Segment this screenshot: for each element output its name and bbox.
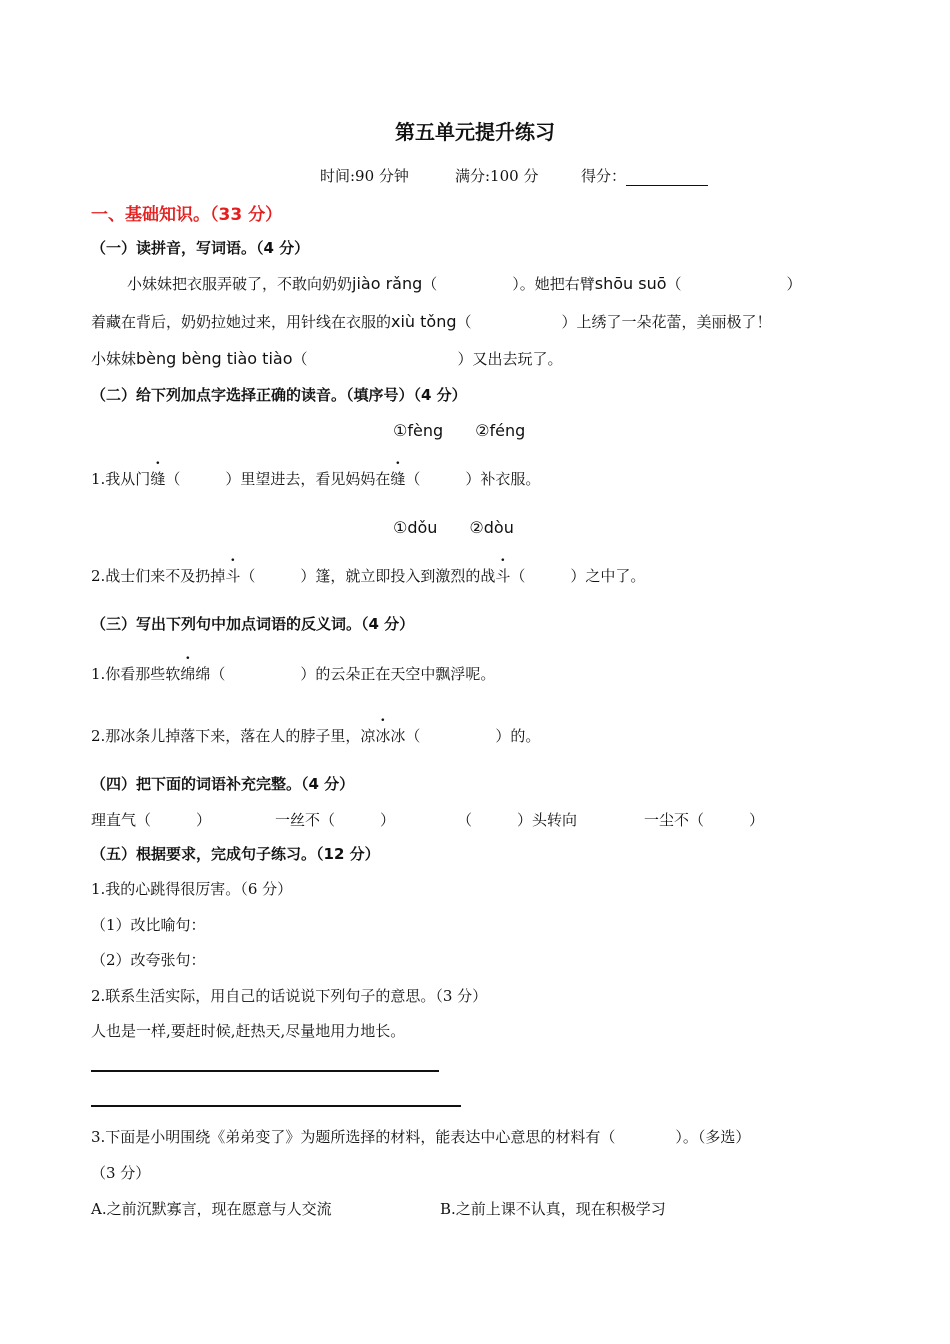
q4-word-1: 理直气（ ） [91, 811, 212, 829]
page-title: 第五单元提升练习 [395, 120, 555, 144]
q2-options-1: ①fèng ②féng [393, 421, 526, 440]
q2-sentence-2: 2.战士们来不及扔掉斗（ ）篷，就立即投入到激烈的战斗（ ）之中了。 [91, 567, 646, 585]
option-b: B.之前上课不认真，现在积极学习 [440, 1200, 666, 1218]
full-score-label: 满分:100 分 [455, 167, 539, 185]
q4-word-3: （ ）头转向 [457, 811, 578, 829]
q5-line-7: （3 分） [91, 1164, 151, 1182]
q1-line-3: 小妹妹bèng bèng tiào tiào（ ）又出去玩了。 [91, 349, 563, 368]
q1-heading: （一）读拼音，写词语。（4 分） [91, 239, 310, 257]
score-label: 得分： [581, 165, 708, 186]
q5-line-6: 3.下面是小明围绕《弟弟变了》为题所选择的材料，能表达中心意思的材料有（ ）。（多选） [91, 1128, 751, 1146]
q5-line-1: 1.我的心跳得很厉害。（6 分） [91, 880, 293, 898]
q4-word-4: 一尘不（ ） [644, 811, 765, 829]
section-heading: 一、基础知识。（33 分） [91, 205, 283, 225]
q3-sentence-2: 2.那冰条儿掉落下来，落在人的脖子里，凉冰冰（ ）的。 [91, 727, 541, 745]
q5-quote: 人也是一样,要赶时候,赶热天,尽量地用力地长。 [91, 1022, 406, 1040]
q2-sentence-1: 1.我从门缝（ ）里望进去，看见妈妈在缝（ ）补衣服。 [91, 470, 541, 488]
q4-word-2: 一丝不（ ） [275, 811, 396, 829]
q3-heading: （三）写出下列句中加点词语的反义词。（4 分） [91, 615, 415, 633]
q1-line-2: 着藏在背后，奶奶拉她过来，用针线在衣服的xiù tǒng（ ）上绣了一朵花蕾，美丽极了！ [91, 312, 772, 331]
q4-heading: （四）把下面的词语补充完整。（4 分） [91, 775, 355, 793]
q1-line-1: 小妹妹把衣服弄破了，不敢向奶奶jiào rǎng（ ）。她把右臂shōu suō（ ） [127, 274, 802, 293]
q2-options-2: ①dǒu ②dòu [393, 518, 514, 537]
q5-line-3: （2）改夸张句： [91, 951, 206, 969]
q5-heading: （五）根据要求，完成句子练习。（12 分） [91, 845, 380, 863]
score-blank[interactable] [626, 171, 708, 186]
answer-line-2[interactable] [91, 1105, 461, 1107]
time-label: 时间:90 分钟 [320, 167, 409, 185]
answer-line-1[interactable] [91, 1070, 439, 1072]
q3-sentence-1: 1.你看那些软绵绵（ ）的云朵正在天空中飘浮呢。 [91, 665, 496, 683]
q5-line-4: 2.联系生活实际，用自己的话说说下列句子的意思。（3 分） [91, 987, 488, 1005]
q2-heading: （二）给下列加点字选择正确的读音。（填序号）（4 分） [91, 386, 467, 404]
q5-line-2: （1）改比喻句： [91, 916, 206, 934]
option-a: A.之前沉默寡言，现在愿意与人交流 [91, 1200, 332, 1218]
